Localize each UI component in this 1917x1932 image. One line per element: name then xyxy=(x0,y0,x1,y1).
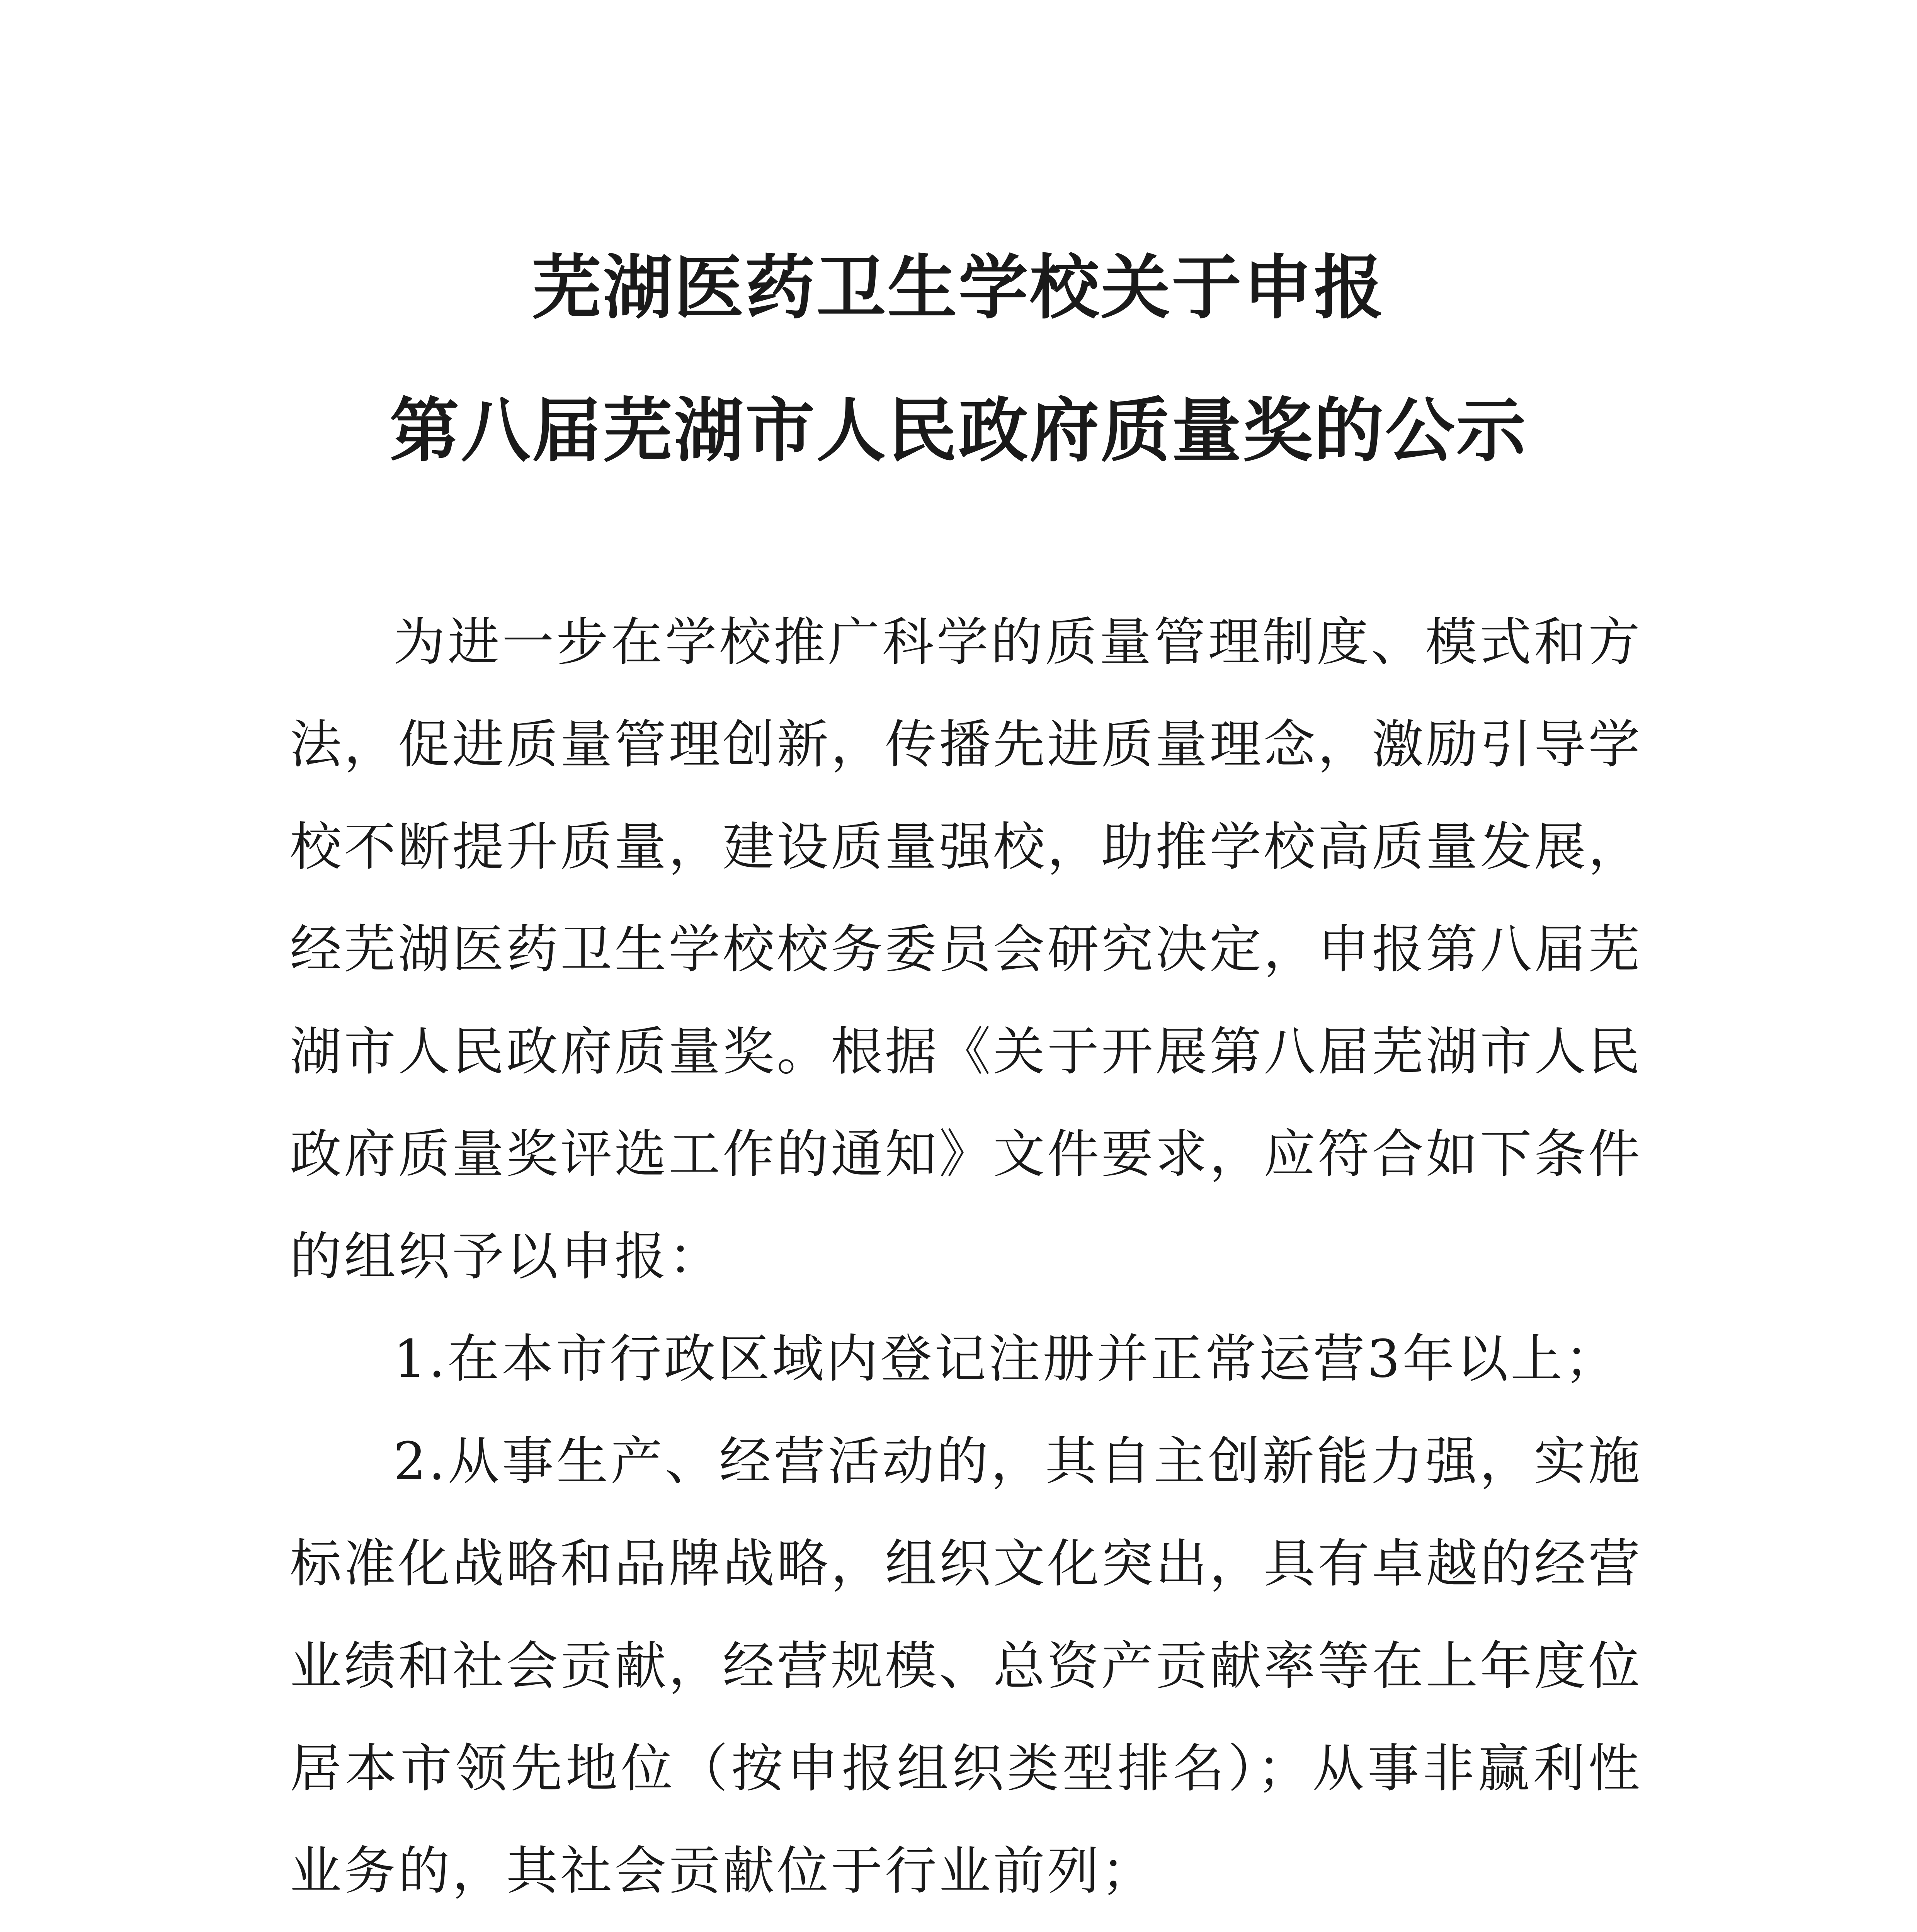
document-body xyxy=(290,591,1642,1932)
intro-paragraph: 为进一步在学校推广科学的质量管理制度、模式和方法，促进质量管理创新，传播先进质量理念，激励引导学校不断提升质量，建设质量强校，助推学校高质量发展，经芜湖医药卫生学校校务委员会研究决定，申报第八届芜湖市人民政府质量奖。根据《关于开展第八届芜湖市人民政府质量奖评选工作的通知》文件要求，应符合如下条件的组织予以申报： xyxy=(290,612,1643,1287)
title-line-2: 第八届芜湖市人民政府质量奖的公示 xyxy=(390,390,1527,471)
condition-item-2: 2.从事生产、经营活动的，其自主创新能力强，实施标准化战略和品牌战略，组织文化突出，具有卓越的经营业绩和社会贡献，经营规模、总资产贡献率等在上年度位居本市领先地位（按申报组织类型排名）；从事非赢利性业务的，其社会贡献位于行业前列； xyxy=(290,1431,1643,1901)
condition-item-1: 1.在本市行政区域内登记注册并正常运营3年以上； xyxy=(393,1329,1619,1389)
document-title xyxy=(0,240,1917,479)
condition-item-3 xyxy=(290,1922,1642,1932)
title-line-1: 芜湖医药卫生学校关于申报 xyxy=(532,247,1385,328)
